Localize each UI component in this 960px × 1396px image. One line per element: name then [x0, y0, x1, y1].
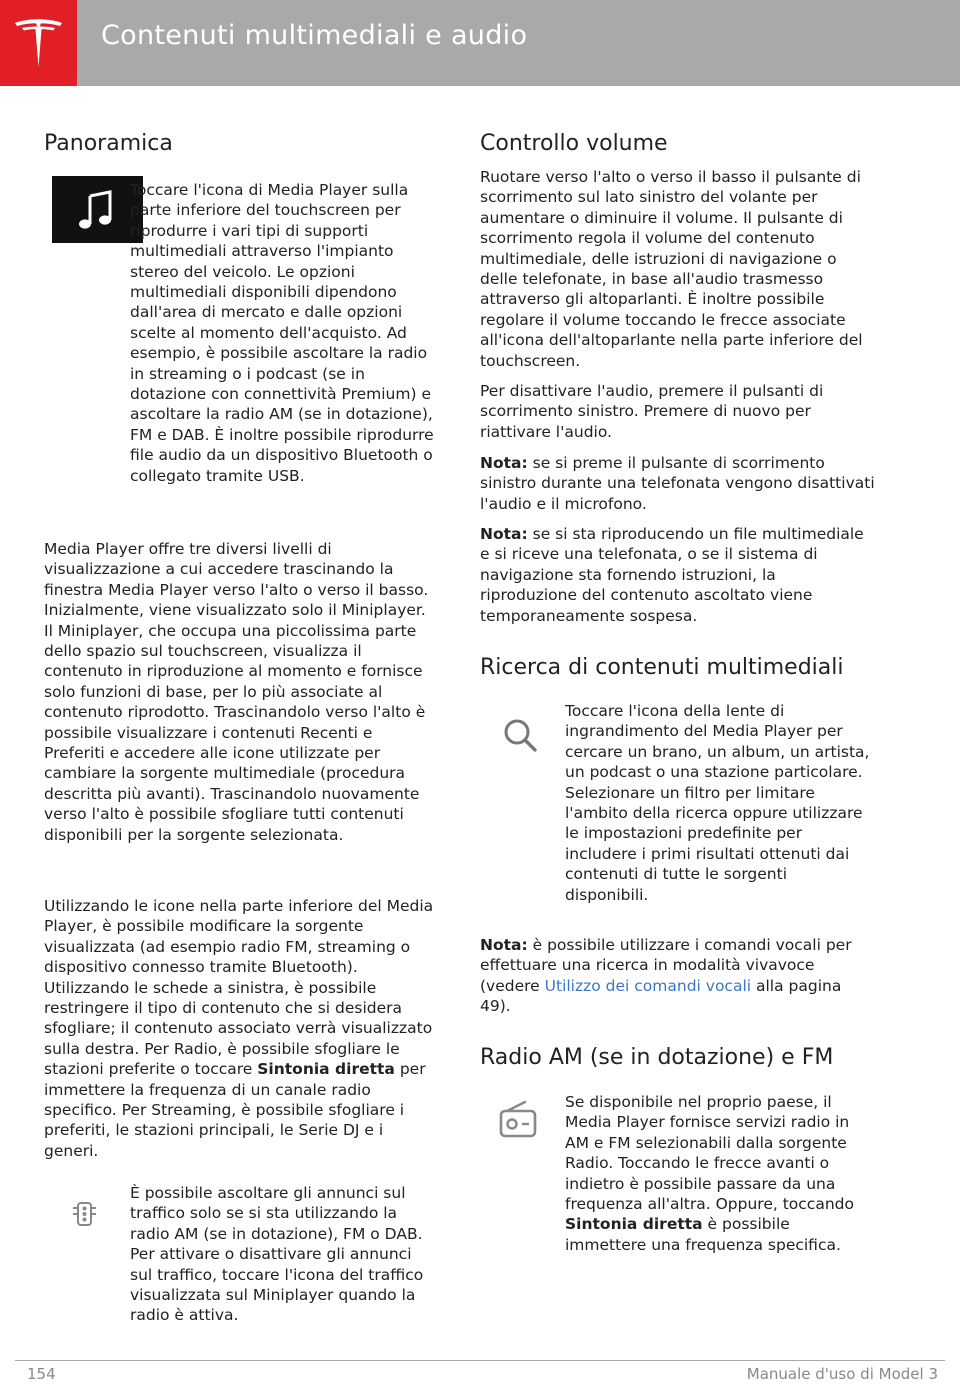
traffic-icon: [70, 1198, 100, 1230]
brand-logo: [0, 0, 77, 86]
footer-divider: [15, 1360, 945, 1361]
manual-title: Manuale d'uso di Model 3: [746, 1365, 938, 1383]
page-header: [0, 0, 960, 86]
radio-icon: [498, 1097, 538, 1141]
page-number: 154: [27, 1365, 56, 1383]
search-text: Toccare l'icona della lente di ingrandimento del Media Player per cercare un brano, un album, un artista, un podcast o una stazione particolare. Selezionare un filtro per limitare l'ambito della ricerca oppure utilizzare le impostazioni predefinite per includere i primi risultati ottenuti dai contenuti di tutte le sorgenti disponibili.: [565, 702, 870, 904]
radio-text: Se disponibile nel proprio paese, il Media Player fornisce servizi radio in AM e FM selezionabili dalla sorgente Radio. Toccando le frecce avanti o indietro è possibile passare da una frequenza all'altra. Oppure, toccando Sintonia diretta è possibile immettere una frequenza specifica.: [565, 1093, 854, 1254]
volume-paragraph-2: Per disattivare l'audio, premere il pulsanti di scorrimento sinistro. Premere di nuovo per riattivare l'audio.: [480, 382, 824, 441]
section-title-search: Ricerca di contenuti multimediali: [480, 655, 844, 680]
section-title-panoramica: Panoramica: [44, 131, 173, 156]
section-title-radio: Radio AM (se in dotazione) e FM: [480, 1045, 834, 1070]
search-note: Nota: è possibile utilizzare i comandi vocali per effettuare una ricerca in modalità vivavoce (vedere Utilizzo dei comandi vocali alla pagina 49).: [480, 936, 852, 1016]
radio-sintonia-diretta-label: Sintonia diretta: [565, 1215, 703, 1234]
page-title: Contenuti multimediali e audio: [101, 20, 528, 51]
volume-note-2: Nota: se si sta riproducendo un file multimediale e si riceve una telefonata, o se il sistema di navigazione sta fornendo istruzioni, la riproduzione del contenuto ascoltato viene temporaneamente sospesa.: [480, 525, 864, 625]
section-title-volume: Controllo volume: [480, 131, 668, 156]
panoramica-paragraph-2: Utilizzando le icone nella parte inferiore del Media Player, è possibile modificare la sorgente visualizzata (ad esempio radio FM, streaming o dispositivo connesso tramite Bluetooth). Utilizzando le schede a sinistra, è possibile restringere il tipo di contenuto che si desidera sfogliare; il contenuto associato verrà visualizzato sulla destra. Per Radio, è possibile sfogliare le stazioni preferite o toccare Sintonia diretta per immettere la frequenza di un canale radio specifico. Per Streaming, è possibile sfogliare i preferiti, le stazioni principali, le Serie DJ e i generi.: [44, 897, 434, 1160]
voice-commands-link[interactable]: Utilizzo dei comandi vocali: [544, 976, 752, 995]
tesla-logo-icon: [13, 17, 64, 69]
panoramica-paragraph-1: Media Player offre tre diversi livelli di visualizzazione a cui accedere trascinando la finestra Media Player verso l'alto o verso il basso. Inizialmente, viene visualizzato solo il Miniplayer. Il Miniplayer, che occupa una piccolissima parte dello spazio sul touchscreen, visualizza il contenuto in riproduzione al momento e fornisce solo funzioni di base, per lo più associate al contenuto riprodotto. Trascinandolo verso l'alto è possibile visualizzare i contenuti Recenti e Preferiti e accedere alle icone utilizzate per cambiare la sorgente multimediale (procedura descritta più avanti). Trascinandolo nuovamente verso l'alto è possibile sfogliare tutti contenuti disponibili per la sorgente selezionata.: [44, 540, 429, 844]
traffic-announcement-text: È possibile ascoltare gli annunci sul traffico solo se si sta utilizzando la radio AM (se in dotazione), FM o DAB. Per attivare o disattivare gli annunci sul traffico, toccare l'icona del traffico visualizzata sul Miniplayer quando la radio è attiva.: [130, 1184, 424, 1325]
volume-paragraph-1: Ruotare verso l'alto o verso il basso il pulsante di scorrimento sul lato sinistro del volante per aumentare o diminuire il volume. Il pulsante di scorrimento regola il volume del contenuto multimediale, delle istruzioni di navigazione o delle telefonate, in base all'audio trasmesso attraverso gli altoparlanti. È inoltre possibile regolare il volume toccando le frecce associate all'icona dell'altoparlante nella parte inferiore del touchscreen.: [480, 168, 863, 370]
panoramica-icon-text: Toccare l'icona di Media Player sulla parte inferiore del touchscreen per riprodurre i vari tipi di supporti multimediali attraverso l'impianto stereo del veicolo. Le opzioni multimediali disponibili dipendono dall'area di mercato e dalle opzioni scelte al momento dell'acquisto. Ad esempio, è possibile ascoltare la radio in streaming o i podcast (se in dotazione con connettività Premium) e ascoltare la radio AM (se in dotazione), FM e DAB. È inoltre possibile riprodurre file audio da un dispositivo Bluetooth o collegato tramite USB.: [130, 181, 434, 485]
volume-note-1: Nota: se si preme il pulsante di scorrimento sinistro durante una telefonata vengono disattivati l'audio e il microfono.: [480, 454, 875, 513]
search-icon: [500, 715, 540, 755]
sintonia-diretta-label: Sintonia diretta: [257, 1060, 395, 1079]
